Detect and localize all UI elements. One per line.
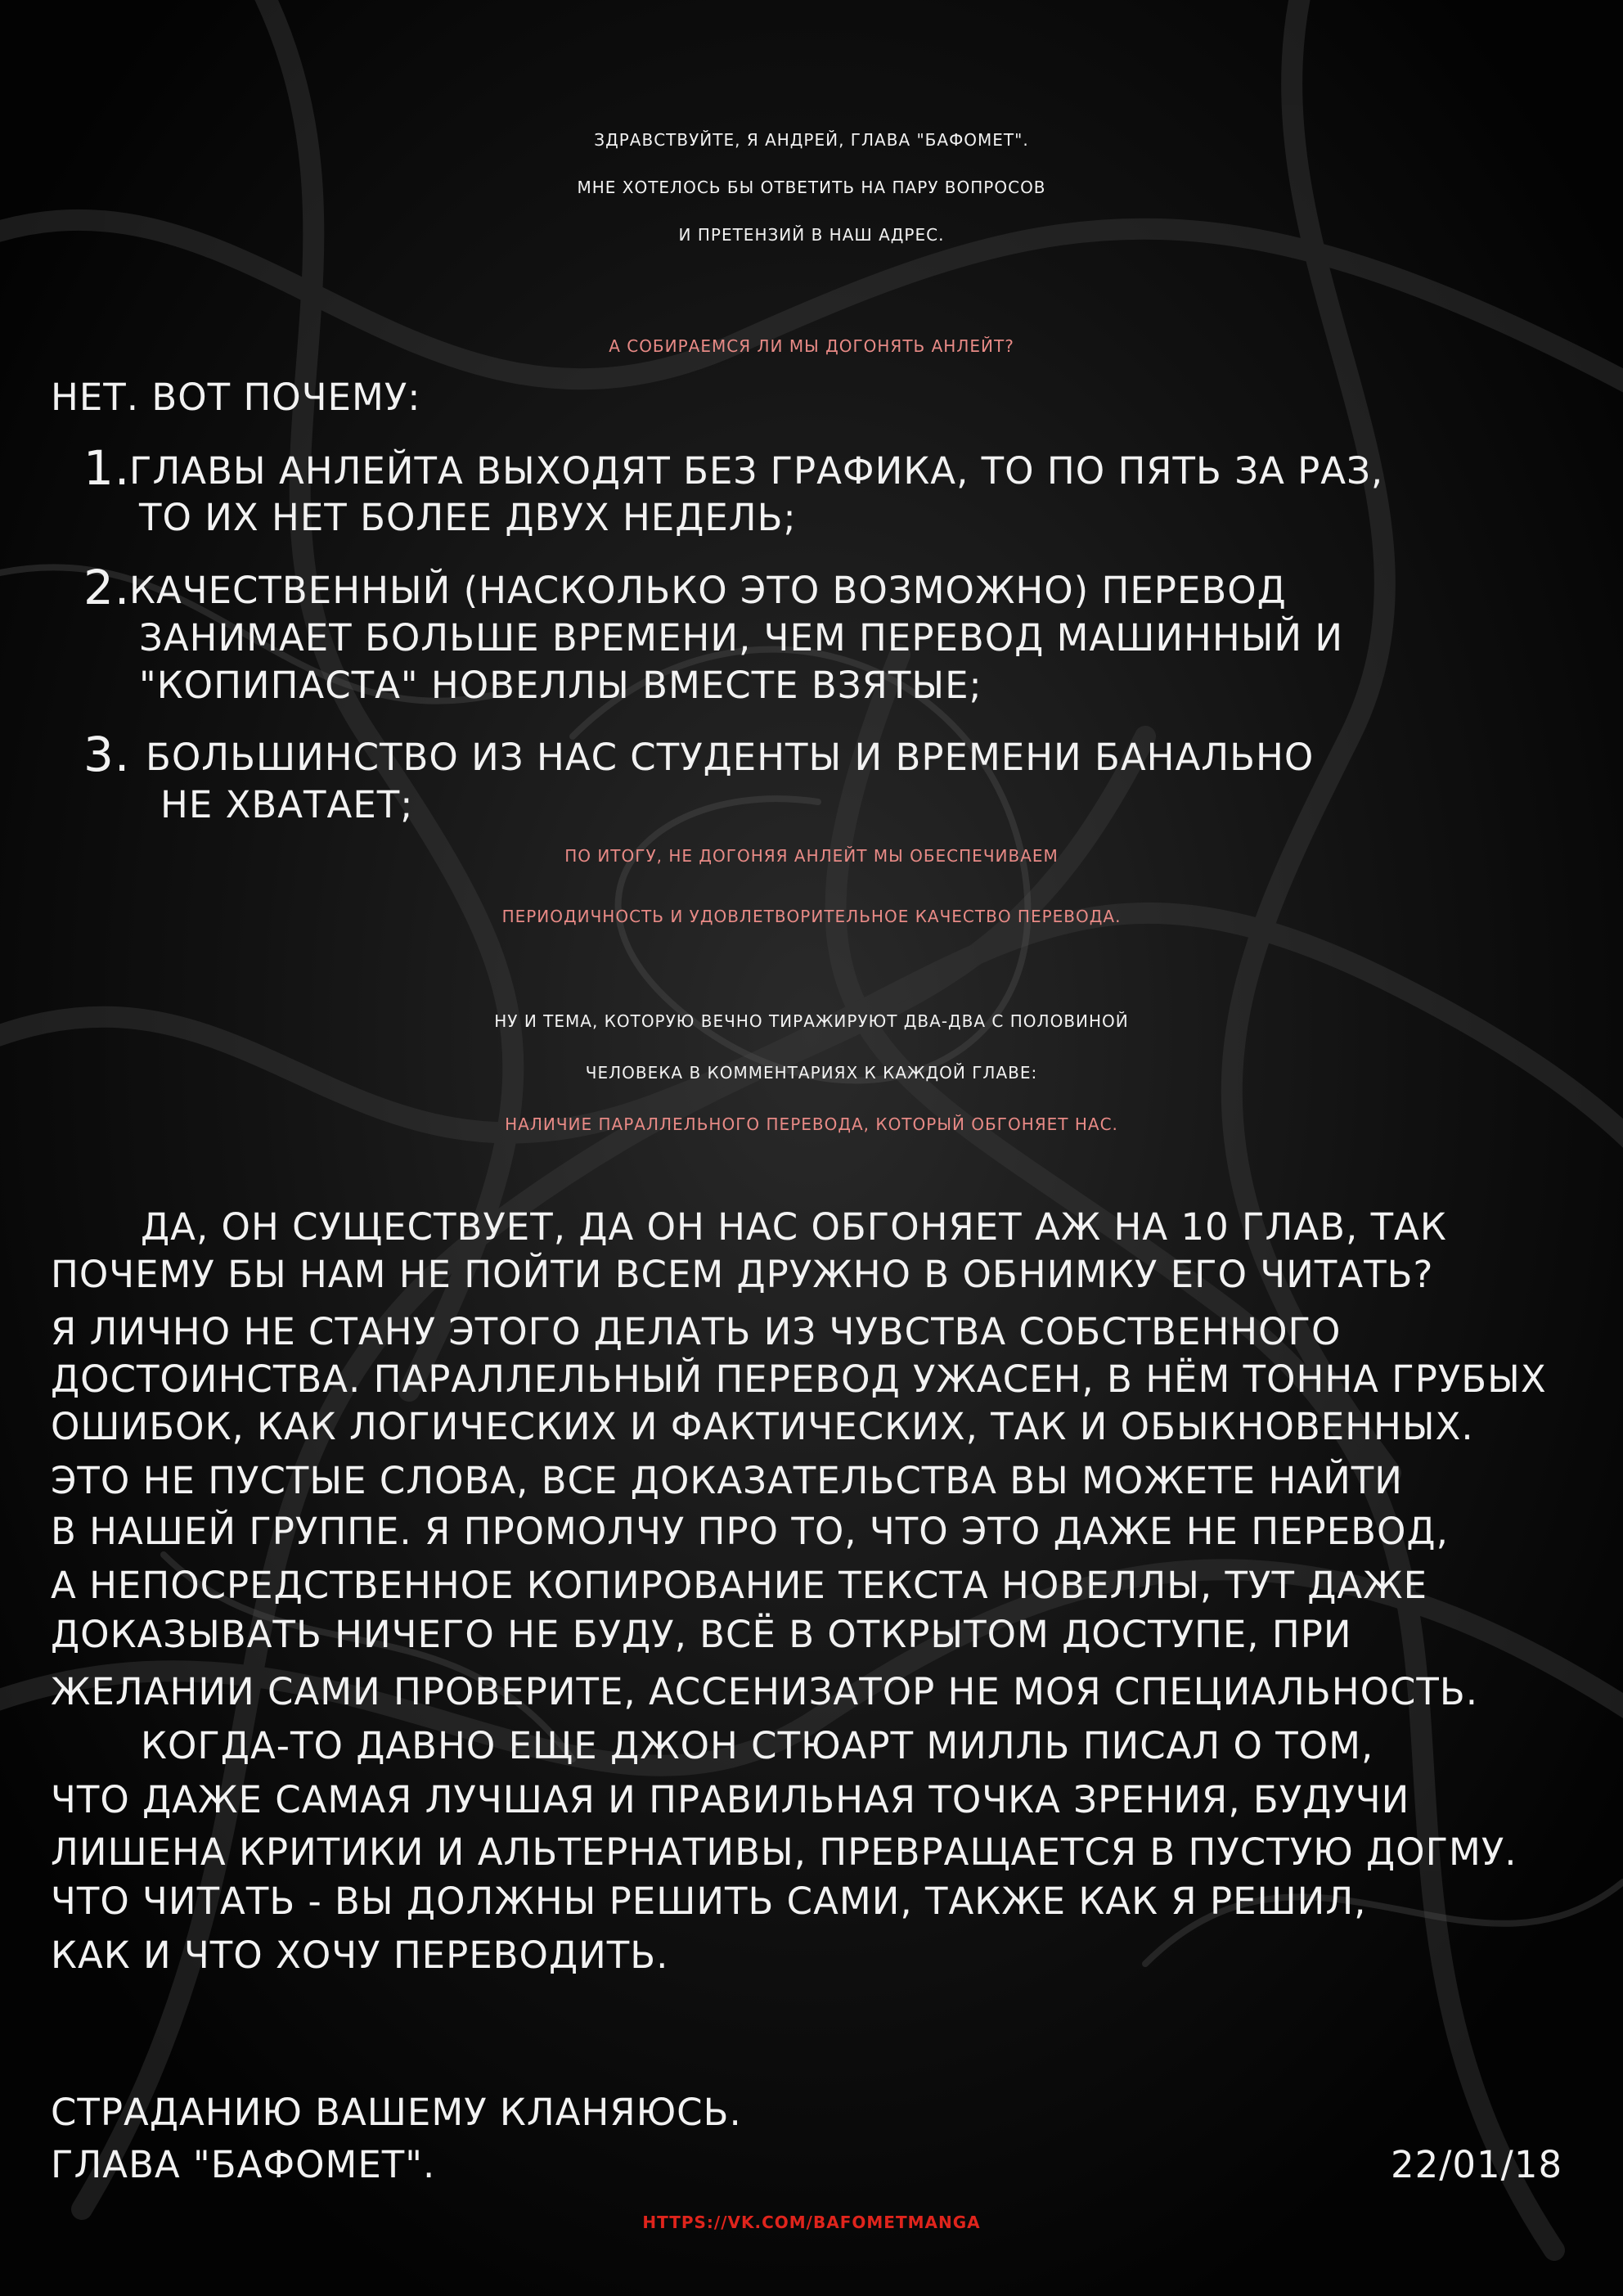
topic-line-1: НУ И ТЕМА, КОТОРУЮ ВЕЧНО ТИРАЖИРУЮТ ДВА-ДВА С ПОЛОВИНОЙ xyxy=(494,1011,1129,1031)
topic-highlight: НАЛИЧИЕ ПАРАЛЛЕЛЬНОГО ПЕРЕВОДА, КОТОРЫЙ ОБГОНЯЕТ НАС. xyxy=(505,1114,1118,1134)
conclusion-line-1: ПО ИТОГУ, НЕ ДОГОНЯЯ АНЛЕЙТ МЫ ОБЕСПЕЧИВАЕМ xyxy=(564,846,1059,866)
intro-line-1: ЗДРАВСТВУЙТЕ, Я АНДРЕЙ, ГЛАВА "БАФОМЕТ". xyxy=(594,130,1029,150)
reason-3-number: 3. xyxy=(83,727,131,782)
reason-3-line-2: НЕ ХВАТАЕТ; xyxy=(160,783,414,826)
reason-1-line-1: ГЛАВЫ АНЛЕЙТА ВЫХОДЯТ БЕЗ ГРАФИКА, ТО ПО ПЯТЬ ЗА РАЗ, xyxy=(129,449,1384,493)
body-line-4: ДОСТОИНСТВА. ПАРАЛЛЕЛЬНЫЙ ПЕРЕВОД УЖАСЕН, В НЁМ ТОННА ГРУБЫХ xyxy=(51,1357,1547,1401)
intro-line-2: МНЕ ХОТЕЛОСЬ БЫ ОТВЕТИТЬ НА ПАРУ ВОПРОСОВ xyxy=(577,178,1046,197)
body-line-7: В НАШЕЙ ГРУППЕ. Я ПРОМОЛЧУ ПРО ТО, ЧТО ЭТО ДАЖЕ НЕ ПЕРЕВОД, xyxy=(51,1510,1449,1553)
body-line-8: А НЕПОСРЕДСТВЕННОЕ КОПИРОВАНИЕ ТЕКСТА НОВЕЛЛЫ, ТУТ ДАЖЕ xyxy=(51,1564,1428,1607)
reason-1-line-2: ТО ИХ НЕТ БОЛЕЕ ДВУХ НЕДЕЛЬ; xyxy=(139,496,797,539)
body-line-3: Я ЛИЧНО НЕ СТАНУ ЭТОГО ДЕЛАТЬ ИЗ ЧУВСТВА СОБСТВЕННОГО xyxy=(51,1310,1342,1353)
reason-1-number: 1. xyxy=(83,440,131,496)
conclusion-line-2: ПЕРИОДИЧНОСТЬ И УДОВЛЕТВОРИТЕЛЬНОЕ КАЧЕСТВО ПЕРЕВОДА. xyxy=(501,907,1122,926)
body-line-5: ОШИБОК, КАК ЛОГИЧЕСКИХ И ФАКТИЧЕСКИХ, ТАК И ОБЫКНОВЕННЫХ. xyxy=(51,1405,1474,1448)
body-line-15: КАК И ЧТО ХОЧУ ПЕРЕВОДИТЬ. xyxy=(51,1934,669,1977)
reason-2-line-3: "КОПИПАСТА" НОВЕЛЛЫ ВМЕСТЕ ВЗЯТЫЕ; xyxy=(139,664,982,707)
reason-2-line-1: КАЧЕСТВЕННЫЙ (НАСКОЛЬКО ЭТО ВОЗМОЖНО) ПЕРЕВОД xyxy=(129,569,1287,612)
body-line-9: ДОКАЗЫВАТЬ НИЧЕГО НЕ БУДУ, ВСЁ В ОТКРЫТОМ ДОСТУПЕ, ПРИ xyxy=(51,1613,1352,1656)
body-line-13: ЛИШЕНА КРИТИКИ И АЛЬТЕРНАТИВЫ, ПРЕВРАЩАЕТСЯ В ПУСТУЮ ДОГМУ. xyxy=(51,1830,1517,1874)
body-line-12: ЧТО ДАЖЕ САМАЯ ЛУЧШАЯ И ПРАВИЛЬНАЯ ТОЧКА ЗРЕНИЯ, БУДУЧИ xyxy=(51,1778,1410,1821)
vk-group-link[interactable]: HTTPS://VK.COM/BAFOMETMANGA xyxy=(642,2213,981,2232)
reason-2-line-2: ЗАНИМАЕТ БОЛЬШЕ ВРЕМЕНИ, ЧЕМ ПЕРЕВОД МАШИННЫЙ И xyxy=(139,616,1344,660)
reason-3-line-1: БОЛЬШИНСТВО ИЗ НАС СТУДЕНТЫ И ВРЕМЕНИ БАНАЛЬНО xyxy=(146,736,1315,779)
body-line-10: ЖЕЛАНИИ САМИ ПРОВЕРИТЕ, АССЕНИЗАТОР НЕ МОЯ СПЕЦИАЛЬНОСТЬ. xyxy=(51,1670,1479,1713)
date: 22/01/18 xyxy=(1391,2143,1563,2186)
body-line-6: ЭТО НЕ ПУСТЫЕ СЛОВА, ВСЕ ДОКАЗАТЕЛЬСТВА ВЫ МОЖЕТЕ НАЙТИ xyxy=(51,1459,1403,1502)
answer-heading: НЕТ. ВОТ ПОЧЕМУ: xyxy=(51,376,421,419)
signoff-line-1: СТРАДАНИЮ ВАШЕМУ КЛАНЯЮСЬ. xyxy=(51,2091,742,2134)
topic-line-2: ЧЕЛОВЕКА В КОММЕНТАРИЯХ К КАЖДОЙ ГЛАВЕ: xyxy=(585,1063,1038,1083)
intro-line-3: И ПРЕТЕНЗИЙ В НАШ АДРЕС. xyxy=(678,225,945,245)
question-heading: А СОБИРАЕМСЯ ЛИ МЫ ДОГОНЯТЬ АНЛЕЙТ? xyxy=(609,336,1014,356)
signoff-line-2: ГЛАВА "БАФОМЕТ". xyxy=(51,2143,436,2186)
body-line-11: КОГДА-ТО ДАВНО ЕЩЕ ДЖОН СТЮАРТ МИЛЛЬ ПИСАЛ О ТОМ, xyxy=(141,1724,1374,1767)
body-line-1: ДА, ОН СУЩЕСТВУЕТ, ДА ОН НАС ОБГОНЯЕТ АЖ НА 10 ГЛАВ, ТАК xyxy=(141,1205,1447,1249)
reason-2-number: 2. xyxy=(83,560,131,615)
body-line-14: ЧТО ЧИТАТЬ - ВЫ ДОЛЖНЫ РЕШИТЬ САМИ, ТАКЖЕ КАК Я РЕШИЛ, xyxy=(51,1880,1367,1923)
body-line-2: ПОЧЕМУ БЫ НАМ НЕ ПОЙТИ ВСЕМ ДРУЖНО В ОБНИМКУ ЕГО ЧИТАТЬ? xyxy=(51,1253,1434,1296)
